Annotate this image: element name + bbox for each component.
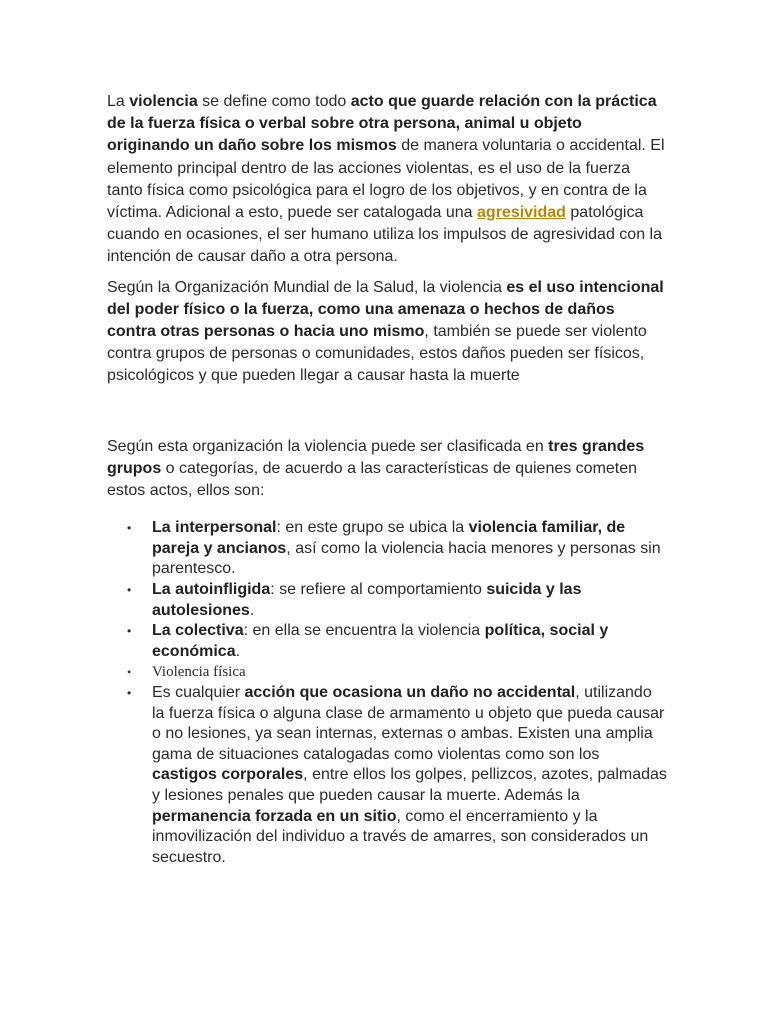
text: , también se puede ser violento contra grupos de personas o comunidades, estos daños pueden ser físicos, psicológicos y que pueden llegar a causar hasta la muerte	[107, 323, 647, 385]
bullet-icon: •	[127, 583, 132, 598]
text: , entre ellos los golpes, pellizcos, azotes, palmadas y lesiones penales que pueden causar la muerte. Además la	[152, 766, 667, 804]
list-item	[107, 580, 667, 621]
bold-text: tres grandes grupos	[107, 437, 645, 477]
text: La	[107, 93, 130, 110]
bold-text: es el uso intencional del poder físico o la fuerza, como una amenaza o hechos de daños contra otras personas o hacia uno mismo	[107, 278, 664, 341]
text: Según esta organización la violencia puede ser clasificada en	[107, 437, 549, 455]
bold-text: La autoinfligida	[152, 581, 271, 599]
text: , así como la violencia hacia menores y personas sin parentesco.	[152, 539, 661, 578]
bullet-icon: •	[127, 686, 132, 700]
document-page	[107, 91, 667, 868]
text: Violencia física	[152, 664, 246, 681]
bold-text: acción que ocasiona un daño no accidental	[244, 684, 576, 701]
paragraph-definition	[107, 91, 667, 269]
bold-text: suicida y las autolesiones	[152, 581, 582, 619]
bold-text: acto que guarde relación con la práctica de la fuerza física o verbal sobre otra persona, animal u objeto originando un daño sobre los mismos	[107, 93, 657, 155]
bold-text: permanencia forzada en un sitio	[152, 807, 397, 825]
list-item	[107, 518, 667, 580]
list-item	[107, 621, 667, 662]
classification-list	[107, 518, 667, 868]
text: : en este grupo se ubica la	[276, 519, 469, 537]
text: se define como todo	[197, 93, 351, 110]
bold-text: política, social y económica	[152, 622, 609, 660]
list-item	[107, 662, 667, 683]
text: .	[235, 642, 241, 660]
bold-text: violencia familiar, de pareja y ancianos	[152, 519, 626, 557]
paragraph-classification	[107, 436, 667, 503]
text: : se refiere al comportamiento	[270, 581, 487, 599]
text: Es cualquier	[152, 684, 245, 701]
text: .	[249, 601, 255, 619]
text: patológica cuando en ocasiones, el ser humano utiliza los impulsos de agresividad con la intención de causar daño a otra persona.	[107, 204, 662, 266]
bold-text: violencia	[129, 93, 198, 110]
bullet-icon: •	[127, 624, 132, 639]
bold-text: La colectiva	[152, 622, 244, 640]
list-item	[107, 683, 667, 868]
bullet-icon: •	[127, 521, 132, 536]
text: o categorías, de acuerdo a las características de quienes cometen estos actos, ellos son:	[107, 459, 638, 500]
text: de manera voluntaria o accidental. El elemento principal dentro de las acciones violentas, es el uso de la fuerza tanto física como psicológica para el logro de los objetivos, y en contra de la víctima. Adicional a esto, puede ser catalogada una	[107, 137, 665, 222]
agresividad-link[interactable]: agresividad	[477, 204, 566, 222]
text: Según la Organización Mundial de la Salud, la violencia	[107, 278, 507, 296]
bullet-icon: •	[127, 665, 132, 680]
text: , como el encerramiento y la inmovilización del individuo a través de amarres, son considerados un secuestro.	[152, 807, 649, 866]
bold-text: castigos corporales	[152, 766, 304, 784]
text: : en ella se encuentra la violencia	[243, 622, 485, 640]
bold-text: La interpersonal	[152, 519, 277, 537]
text: , utilizando la fuerza física o alguna clase de armamento u objeto que pueda causar o no lesiones, ya sean internas, externas o ambas. Existen una amplia gama de situaciones catalogadas como violentas como son los	[152, 684, 665, 763]
paragraph-oms	[107, 277, 667, 388]
